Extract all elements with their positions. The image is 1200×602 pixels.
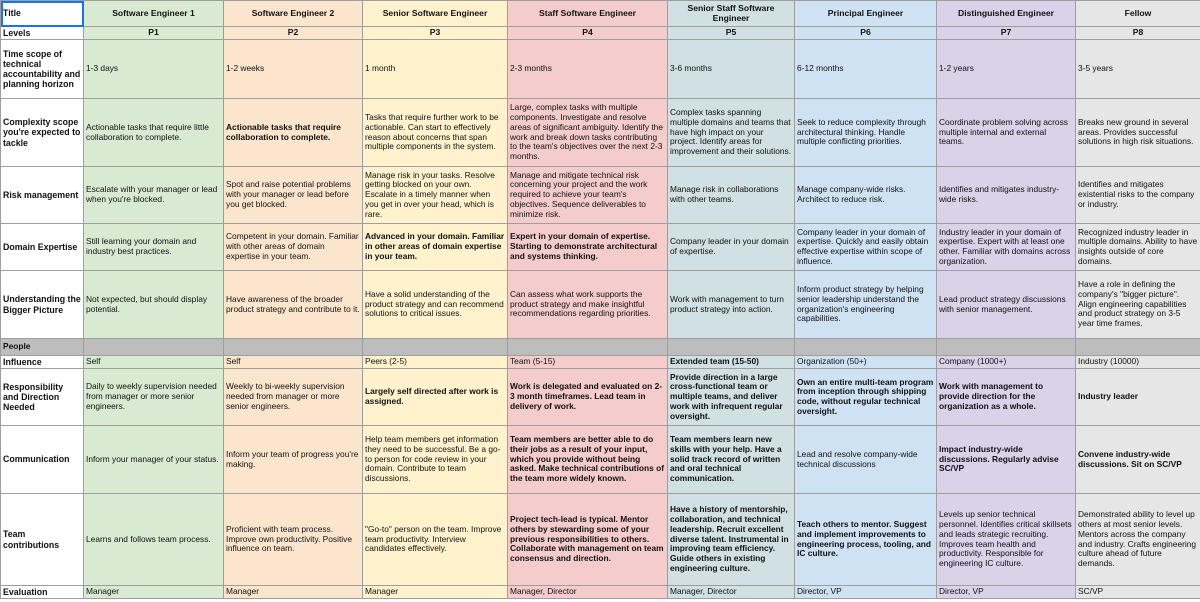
cell-complexity-p1[interactable]: Actionable tasks that require little collaboration to complete. xyxy=(84,99,224,167)
role-header: Distinguished Engineer xyxy=(958,7,1054,18)
cell-influence-p1[interactable]: Self xyxy=(84,356,224,369)
section-band-cell[interactable] xyxy=(1076,339,1200,356)
section-people-label[interactable] xyxy=(1,339,84,356)
cell-team-p6[interactable]: Teach others to mentor. Suggest and implement improvements to engineering process, tooling, and IC culture. xyxy=(795,494,937,586)
cell-influence-p4[interactable]: Team (5-15) xyxy=(508,356,668,369)
role-header: Software Engineer 1 xyxy=(112,7,195,18)
cell-communication-p4[interactable]: Team members are better able to do their jobs as a result of your input, which you provide without being asked. Make technical contributions of the team more widely known. xyxy=(508,426,668,494)
row-label-influence[interactable] xyxy=(1,356,84,369)
cell-title-label[interactable] xyxy=(1,1,84,27)
row-complexity xyxy=(1,99,1200,167)
section-title: People xyxy=(3,341,31,352)
row-label-risk[interactable] xyxy=(1,167,84,224)
level-cell[interactable] xyxy=(668,27,795,40)
row-label-complexity[interactable] xyxy=(1,99,84,167)
cell-time-p3[interactable]: 1 month xyxy=(363,40,508,99)
cell-time-p4[interactable]: 2-3 months xyxy=(508,40,668,99)
cell-influence-p8[interactable]: Industry (10000) xyxy=(1076,356,1200,369)
cell-evaluation-p4[interactable]: Manager, Director xyxy=(508,586,668,599)
row-label-text: Team contributions xyxy=(3,529,60,550)
role-header-cell[interactable] xyxy=(1076,1,1200,27)
cell-team-p1[interactable]: Learns and follows team process. xyxy=(84,494,224,586)
cell-evaluation-p6[interactable]: Director, VP xyxy=(795,586,937,599)
cell-time-p5[interactable]: 3-6 months xyxy=(668,40,795,99)
cell-domain-p4[interactable]: Expert in your domain of expertise. Starting to demonstrate architectural and systems thinking. xyxy=(508,224,668,271)
cell-communication-p8[interactable]: Convene industry-wide discussions. Sit on SC/VP xyxy=(1076,426,1200,494)
role-header: Software Engineer 2 xyxy=(251,7,335,18)
cell-team-p7[interactable]: Levels up senior technical personnel. Identifies critical skillsets and leads strategic recruiting. Improves team health and productivity. Responsible for engineering IC culture. xyxy=(937,494,1076,586)
role-header-cell[interactable] xyxy=(668,1,795,27)
section-people-row xyxy=(1,339,1200,356)
cell-team-p4[interactable]: Project tech-lead is typical. Mentor others by stewarding some of your previous responsibilities to others. Collaborate with management on team consensus and direction. xyxy=(508,494,668,586)
level-code: P2 xyxy=(287,27,299,38)
title-row xyxy=(1,1,1200,27)
cell-domain-p8[interactable]: Recognized industry leader in multiple domains. Ability to have insights outside of core domains. xyxy=(1076,224,1200,271)
level-cell[interactable] xyxy=(508,27,668,40)
cell-responsibility-p3[interactable]: Largely self directed after work is assigned. xyxy=(363,369,508,426)
cell-influence-p7[interactable]: Company (1000+) xyxy=(937,356,1076,369)
section-band-cell[interactable] xyxy=(937,339,1076,356)
section-band-cell[interactable] xyxy=(668,339,795,356)
cell-bigger-p1[interactable]: Not expected, but should display potential. xyxy=(84,271,224,339)
level-code: P7 xyxy=(1000,27,1012,38)
cell-influence-p6[interactable]: Organization (50+) xyxy=(795,356,937,369)
cell-communication-p5[interactable]: Team members learn new skills with your help. Have a solid track record of written and oral technical communication. xyxy=(668,426,795,494)
cell-domain-p2[interactable]: Competent in your domain. Familiar with other areas of domain expertise in your team. xyxy=(224,224,363,271)
level-cell[interactable] xyxy=(363,27,508,40)
cell-evaluation-p2[interactable]: Manager xyxy=(224,586,363,599)
row-label-text: Risk management xyxy=(3,189,79,200)
cell-team-p3[interactable]: "Go-to" person on the team. Improve team productivity. Interview candidates effectively. xyxy=(363,494,508,586)
cell-domain-p7[interactable]: Industry leader in your domain of expertise. Expert with at least one other. Familiar with domains across organization. xyxy=(937,224,1076,271)
row-label-text: Domain Expertise xyxy=(3,241,78,252)
row-label-text: Time scope of technical accountability and planning horizon xyxy=(3,48,81,90)
role-header-cell[interactable] xyxy=(84,1,224,27)
cell-bigger-p5[interactable]: Work with management to turn product strategy into action. xyxy=(668,271,795,339)
row-label-communication[interactable] xyxy=(1,426,84,494)
row-label-text: Responsibility and Direction Needed xyxy=(3,381,64,413)
cell-domain-p5[interactable]: Company leader in your domain of expertise. xyxy=(668,224,795,271)
cell-risk-p6[interactable]: Manage company-wide risks. Architect to reduce risk. xyxy=(795,167,937,224)
cell-complexity-p2[interactable]: Actionable tasks that require collaboration to complete. xyxy=(224,99,363,167)
levels-label-text: Levels xyxy=(3,27,31,38)
level-cell[interactable] xyxy=(1076,27,1200,40)
levels-row xyxy=(1,27,1200,40)
level-code: P8 xyxy=(1132,27,1144,38)
cell-team-p5[interactable]: Have a history of mentorship, collaboration, and technical leadership. Recruit excellent diverse talent. Instrumental in improving team efficiency. Guide others in existing engineering culture. xyxy=(668,494,795,586)
cell-time-p7[interactable]: 1-2 years xyxy=(937,40,1076,99)
level-cell[interactable] xyxy=(84,27,224,40)
cell-risk-p5[interactable]: Manage risk in collaborations with other teams. xyxy=(668,167,795,224)
role-header-cell[interactable] xyxy=(508,1,668,27)
cell-communication-p3[interactable]: Help team members get information they need to be successful. Be a go-to person for code review in your domain. Contribute to team discussions. xyxy=(363,426,508,494)
row-label-text: Communication xyxy=(3,454,70,465)
level-code: P6 xyxy=(860,27,871,38)
cell-risk-p7[interactable]: Identifies and mitigates industry-wide risks. xyxy=(937,167,1076,224)
cell-communication-p6[interactable]: Lead and resolve company-wide technical discussions xyxy=(795,426,937,494)
role-header: Principal Engineer xyxy=(827,7,904,18)
row-responsibility xyxy=(1,369,1200,426)
cell-complexity-p8[interactable]: Breaks new ground in several areas. Provides successful solutions in high risk situations. xyxy=(1076,99,1200,167)
cell-risk-p2[interactable]: Spot and raise potential problems with your manager or lead before you get blocked. xyxy=(224,167,363,224)
cell-responsibility-p5[interactable]: Provide direction in a large cross-functional team or multiple teams, and deliver work with infrequent regular oversight. xyxy=(668,369,795,426)
cell-risk-p3[interactable]: Manage risk in your tasks. Resolve getting blocked on your own. Escalate in a timely manner when you get in over your head, which is rare. xyxy=(363,167,508,224)
cell-influence-p5[interactable]: Extended team (15-50) xyxy=(668,356,795,369)
cell-communication-p2[interactable]: Inform your team of progress you're making. xyxy=(224,426,363,494)
cell-time-p2[interactable]: 1-2 weeks xyxy=(224,40,363,99)
cell-team-p8[interactable]: Demonstrated ability to level up others at most senior levels. Mentors across the company and industry. Crafts engineering culture ahead of future demands. xyxy=(1076,494,1200,586)
cell-levels-label[interactable] xyxy=(1,27,84,40)
cell-evaluation-p1[interactable]: Manager xyxy=(84,586,224,599)
level-code: P3 xyxy=(429,27,441,38)
cell-bigger-p8[interactable]: Have a role in defining the company's "bigger picture". Align engineering capabilities and product strategy on 3-5 year time frames. xyxy=(1076,271,1200,339)
cell-bigger-p2[interactable]: Have awareness of the broader product strategy and contribute to it. xyxy=(224,271,363,339)
cell-influence-p3[interactable]: Peers (2-5) xyxy=(363,356,508,369)
level-cell[interactable] xyxy=(937,27,1076,40)
row-label-domain-expertise[interactable] xyxy=(1,224,84,271)
role-header: Senior Software Engineer xyxy=(382,7,488,18)
cell-risk-p8[interactable]: Identifies and mitigates existential risks to the company or industry. xyxy=(1076,167,1200,224)
row-risk xyxy=(1,167,1200,224)
level-code: P1 xyxy=(148,27,159,38)
cell-responsibility-p4[interactable]: Work is delegated and evaluated on 2-3 month timeframes. Lead team in delivery of work. xyxy=(508,369,668,426)
role-header-cell[interactable] xyxy=(937,1,1076,27)
section-band-cell[interactable] xyxy=(363,339,508,356)
cell-communication-p1[interactable]: Inform your manager of your status. xyxy=(84,426,224,494)
cell-communication-p7[interactable]: Impact industry-wide discussions. Regularly advise SC/VP xyxy=(937,426,1076,494)
cell-domain-p1[interactable]: Still learning your domain and industry best practices. xyxy=(84,224,224,271)
cell-complexity-p4[interactable]: Large, complex tasks with multiple components. Investigate and resolve areas of significant ambiguity. Identify the work and break down tasks contributing to the team's objectives over the next 2-3 months. xyxy=(508,99,668,167)
row-time-scope xyxy=(1,40,1200,99)
level-code: P5 xyxy=(725,27,737,38)
role-header: Senior Staff Software Engineer xyxy=(687,2,775,23)
row-label-responsibility[interactable] xyxy=(1,369,84,426)
row-bigger-picture xyxy=(1,271,1200,339)
cell-time-p8[interactable]: 3-5 years xyxy=(1076,40,1200,99)
section-band-cell[interactable] xyxy=(795,339,937,356)
cell-domain-p6[interactable]: Company leader in your domain of expertise. Quickly and easily obtain effective expertise within scope of influence. xyxy=(795,224,937,271)
cell-bigger-p7[interactable]: Lead product strategy discussions with senior management. xyxy=(937,271,1076,339)
cell-domain-p3[interactable]: Advanced in your domain. Familiar in other areas of domain expertise in your team. xyxy=(363,224,508,271)
section-band-cell[interactable] xyxy=(84,339,224,356)
row-influence xyxy=(1,356,1200,369)
cell-team-p2[interactable]: Proficient with team process. Improve own productivity. Positive influence on team. xyxy=(224,494,363,586)
role-header: Staff Software Engineer xyxy=(539,7,636,18)
section-band-cell[interactable] xyxy=(508,339,668,356)
cell-complexity-p5[interactable]: Complex tasks spanning multiple domains and teams that have high impact on your project. Identify areas for improvement and their solutions. xyxy=(668,99,795,167)
cell-time-p6[interactable]: 6-12 months xyxy=(795,40,937,99)
cell-complexity-p7[interactable]: Coordinate problem solving across multiple internal and external teams. xyxy=(937,99,1076,167)
row-label-time-scope[interactable] xyxy=(1,40,84,99)
role-header-cell[interactable] xyxy=(795,1,937,27)
role-header: Fellow xyxy=(1124,7,1152,18)
row-label-bigger-picture[interactable] xyxy=(1,271,84,339)
cell-responsibility-p7[interactable]: Work with management to provide direction for the organization as a whole. xyxy=(937,369,1076,426)
row-label-evaluation[interactable] xyxy=(1,586,84,599)
cell-complexity-p6[interactable]: Seek to reduce complexity through architectural thinking. Handle multiple conflicting priorities. xyxy=(795,99,937,167)
section-band-cell[interactable] xyxy=(224,339,363,356)
row-label-text: Understanding the Bigger Picture xyxy=(3,294,81,315)
row-domain-expertise xyxy=(1,224,1200,271)
cell-bigger-p3[interactable]: Have a solid understanding of the product strategy and can recommend solutions to critical issues. xyxy=(363,271,508,339)
cell-responsibility-p2[interactable]: Weekly to bi-weekly supervision needed from manager or more senior engineers. xyxy=(224,369,363,426)
row-label-text: Complexity scope you're expected to tackle xyxy=(3,117,81,148)
cell-responsibility-p1[interactable]: Daily to weekly supervision needed from manager or more senior engineers. xyxy=(84,369,224,426)
row-evaluation xyxy=(1,586,1200,599)
row-communication xyxy=(1,426,1200,494)
row-label-text: Evaluation xyxy=(3,586,48,597)
cell-bigger-p6[interactable]: Inform product strategy by helping senior leadership understand the organization's engineering capabilities. xyxy=(795,271,937,339)
row-label-text: Influence xyxy=(3,356,42,367)
role-header-cell[interactable] xyxy=(363,1,508,27)
cell-evaluation-p7[interactable]: Director, VP xyxy=(937,586,1076,599)
cell-risk-p1[interactable]: Escalate with your manager or lead when you're blocked. xyxy=(84,167,224,224)
cell-evaluation-p5[interactable]: Manager, Director xyxy=(668,586,795,599)
level-code: P4 xyxy=(582,27,593,38)
cell-complexity-p3[interactable]: Tasks that require further work to be actionable. Can start to effectively reason about concerns that span multiple components in the system. xyxy=(363,99,508,167)
level-cell[interactable] xyxy=(224,27,363,40)
role-header-cell[interactable] xyxy=(224,1,363,27)
cell-influence-p2[interactable]: Self xyxy=(224,356,363,369)
cell-responsibility-p8[interactable]: Industry leader xyxy=(1076,369,1200,426)
cell-risk-p4[interactable]: Manage and mitigate technical risk concerning your project and the work required to achieve your team's objectives. Sequence deliverables to minimize risk. xyxy=(508,167,668,224)
level-cell[interactable] xyxy=(795,27,937,40)
cell-evaluation-p3[interactable]: Manager xyxy=(363,586,508,599)
cell-responsibility-p6[interactable]: Own an entire multi-team program from inception through shipping code, without regular technical oversight. xyxy=(795,369,937,426)
cell-bigger-p4[interactable]: Can assess what work supports the product strategy and make insightful recommendations regarding priorities. xyxy=(508,271,668,339)
row-team-contributions xyxy=(1,494,1200,586)
title-label-text: Title xyxy=(3,8,21,19)
row-label-team-contributions[interactable] xyxy=(1,494,84,586)
cell-evaluation-p8[interactable]: SC/VP xyxy=(1076,586,1200,599)
cell-time-p1[interactable]: 1-3 days xyxy=(84,40,224,99)
